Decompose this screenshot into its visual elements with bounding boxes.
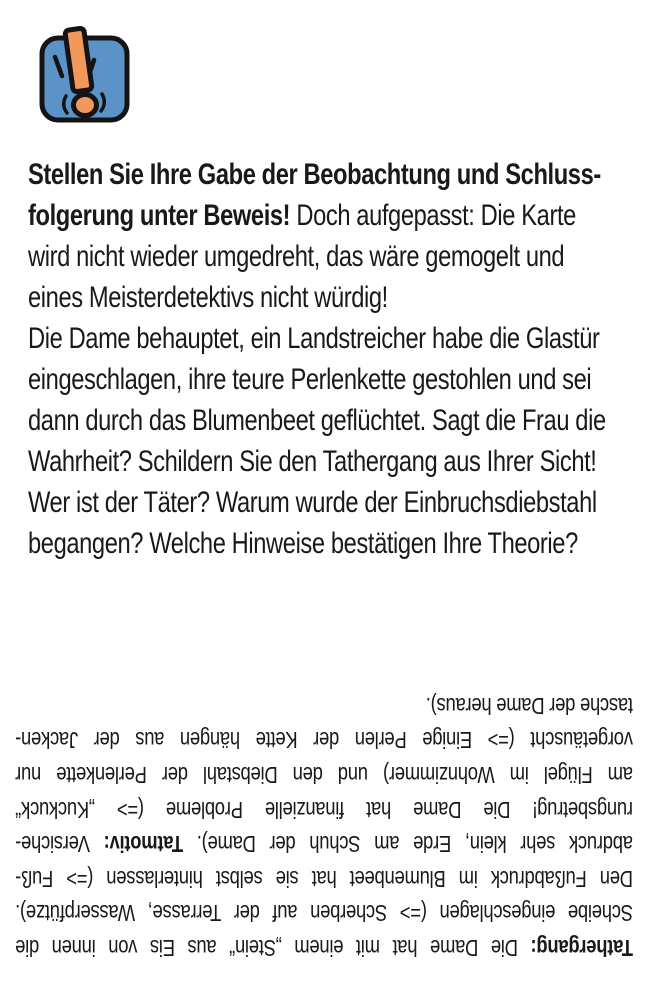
solution-line xyxy=(15,896,633,931)
challenge-line xyxy=(28,441,622,482)
solution-line-segment: Versiche- xyxy=(15,831,104,858)
solution-line xyxy=(15,930,633,965)
challenge-line-segment: Wer ist der Täter? Warum wurde der Einbruchsdiebstahl xyxy=(28,486,597,519)
solution-line xyxy=(15,861,633,896)
challenge-text xyxy=(28,154,622,564)
challenge-line xyxy=(28,236,622,277)
challenge-line xyxy=(28,359,622,400)
challenge-line xyxy=(28,400,622,441)
solution-text xyxy=(15,688,633,965)
challenge-line-segment: eingeschlagen, ihre teure Perlenkette gestohlen und sei xyxy=(28,363,592,396)
solution-line-segment: Tathergang: xyxy=(530,935,633,961)
challenge-line-segment: begangen? Welche Hinweise bestätigen Ihre Theorie? xyxy=(28,527,578,560)
challenge-line-segment: eines Meisterdetektivs nicht würdig! xyxy=(28,281,388,314)
exclamation-icon xyxy=(36,26,132,126)
challenge-line-segment: Die Dame behauptet, ein Landstreicher habe die Glastür xyxy=(28,322,600,355)
solution-line-segment: am Flügel im Wohnzimmer) und den Diebstahl der Perlenkette nur xyxy=(15,762,633,789)
challenge-text-block xyxy=(28,154,622,564)
solution-line-segment: tasche der Dame heraus). xyxy=(426,692,633,719)
solution-line-segment: Den Fußabdruck im Blumenbeet hat sie selbst hinterlassen (=> Fuß- xyxy=(15,865,633,892)
challenge-line xyxy=(28,523,622,564)
solution-line xyxy=(15,827,633,862)
exclamation-icon-svg xyxy=(36,26,132,126)
solution-line xyxy=(15,723,633,758)
challenge-line-segment: wird nicht wieder umgedreht, das wäre gemogelt und xyxy=(28,240,565,273)
challenge-line xyxy=(28,195,622,236)
challenge-line-segment: folgerung unter Beweis! xyxy=(28,199,291,232)
solution-text-block xyxy=(15,688,633,965)
challenge-line-segment: Wahrheit? Schildern Sie den Tathergang aus Ihrer Sicht! xyxy=(28,445,597,478)
challenge-line xyxy=(28,318,622,359)
challenge-line-segment: dann durch das Blumenbeet geflüchtet. Sagt die Frau die xyxy=(28,404,606,437)
solution-line-segment: vorgetäuscht (=> Einige Perlen der Kette hängen aus der Jacken- xyxy=(15,727,633,754)
challenge-line xyxy=(28,277,622,318)
challenge-line-segment: Doch aufgepasst: Die Karte xyxy=(290,199,576,232)
challenge-line xyxy=(28,154,622,195)
solution-line-segment: Die Dame hat mit einem „Stein“ aus Eis von innen die xyxy=(15,935,531,961)
solution-line-segment: Scheibe eingeschlagen (=> Scherben auf der Terrasse, Wasserpfütze). xyxy=(15,900,633,927)
icon-exclamation-dot xyxy=(74,95,97,116)
challenge-line-segment: Stellen Sie Ihre Gabe der Beobachtung und Schluss- xyxy=(28,158,601,191)
solution-line xyxy=(15,688,633,723)
solution-line-segment: abdruck sehr klein, Erde am Schuh der Dame). xyxy=(183,831,633,858)
solution-line xyxy=(15,757,633,792)
solution-line xyxy=(15,792,633,827)
solution-line-segment: rungsbetrug! Die Dame hat finanzielle Probleme (=> „Kuckuck“ xyxy=(15,796,633,823)
challenge-line xyxy=(28,482,622,523)
solution-line-segment: Tatmotiv: xyxy=(103,831,184,858)
